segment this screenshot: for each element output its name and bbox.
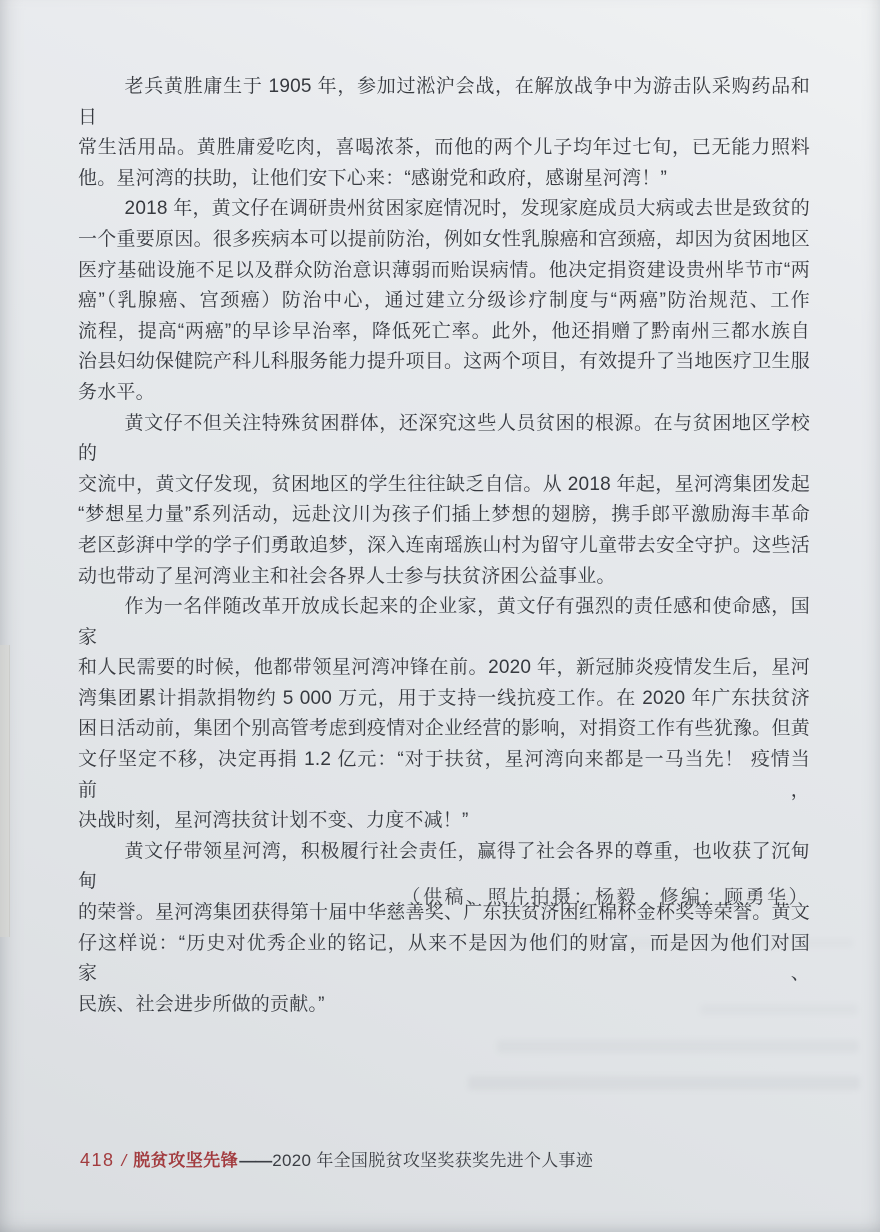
body-line: 2018 年，黄文仔在调研贵州贫困家庭情况时，发现家庭成员大病或去世是致贫的 bbox=[124, 198, 810, 220]
body-line: 交流中，黄文仔发现，贫困地区的学生往往缺乏自信。从 2018 年起，星河湾集团发起 bbox=[78, 473, 810, 495]
show-through-texture bbox=[468, 1076, 860, 1090]
footer-subtitle: 2020 年全国脱贫攻坚奖获奖先进个人事迹 bbox=[272, 1151, 594, 1170]
footer bbox=[80, 1146, 593, 1171]
series-title: 脱贫攻坚先锋 bbox=[133, 1151, 239, 1170]
body-line: 的荣誉。星河湾集团获得第十届中华慈善奖、广东扶贫济困红棉杯金杯奖等荣誉。黄文 bbox=[78, 902, 810, 924]
footer-separator: / bbox=[121, 1151, 127, 1170]
body-text bbox=[78, 72, 810, 1020]
body-line: 癌”（乳腺癌、宫颈癌）防治中心，通过建立分级诊疗制度与“两癌”防治规范、工作 bbox=[78, 290, 810, 312]
footer-dash: —— bbox=[239, 1151, 272, 1170]
body-line: 文仔坚定不移，决定再捐 1.2 亿元：“对于扶贫，星河湾向来都是一马当先！ 疫情当前， bbox=[78, 749, 810, 801]
body-line: 老兵黄胜庸生于 1905 年，参加过淞沪会战，在解放战争中为游击队采购药品和日 bbox=[78, 76, 810, 128]
show-through-texture bbox=[700, 1004, 858, 1015]
body-line: 决战时刻，星河湾扶贫计划不变、力度不减！” bbox=[78, 810, 469, 832]
body-line: “梦想星力量”系列活动，远赴汶川为孩子们插上梦想的翅膀，携手郎平激励海丰革命 bbox=[78, 504, 810, 526]
body-line: 民族、社会进步所做的贡献。” bbox=[78, 993, 325, 1015]
body-line: 务水平。 bbox=[78, 381, 155, 403]
body-line: 作为一名伴随改革开放成长起来的企业家，黄文仔有强烈的责任感和使命感，国家 bbox=[78, 596, 810, 648]
show-through-texture bbox=[497, 1040, 859, 1053]
body-line: 治县妇幼保健院产科儿科服务能力提升项目。这两个项目，有效提升了当地医疗卫生服 bbox=[78, 351, 810, 373]
body-line: 黄文仔不但关注特殊贫困群体，还深究这些人员贫困的根源。在与贫困地区学校的 bbox=[78, 412, 810, 465]
body-line: 动也带动了星河湾业主和社会各界人士参与扶贫济困公益事业。 bbox=[78, 565, 616, 587]
body-line: 湾集团累计捐款捐物约 5 000 万元，用于支持一线抗疫工作。在 2020 年广东扶贫济 bbox=[78, 687, 810, 709]
body-line: 一个重要原因。很多疾病本可以提前防治，例如女性乳腺癌和宫颈癌，却因为贫困地区 bbox=[78, 228, 810, 250]
body-line: 流程，提高“两癌”的早诊早治率，降低死亡率。此外，他还捐赠了黔南州三都水族自 bbox=[78, 320, 810, 342]
body-line: 困日活动前，集团个别高管考虑到疫情对企业经营的影响，对捐资工作有些犹豫。但黄 bbox=[78, 718, 810, 740]
body-line: 和人民需要的时候，他都带领星河湾冲锋在前。2020 年，新冠肺炎疫情发生后，星河 bbox=[78, 657, 810, 679]
body-line: 常生活用品。黄胜庸爱吃肉，喜喝浓茶，而他的两个儿子均年过七旬，已无能力照料 bbox=[78, 137, 810, 159]
body-line: 黄文仔带领星河湾，积极履行社会责任，赢得了社会各界的尊重，也收获了沉甸甸 bbox=[78, 840, 810, 893]
page-number: 418 bbox=[80, 1150, 115, 1170]
body-line: 医疗基础设施不足以及群众防治意识薄弱而贻误病情。他决定捐资建设贵州毕节市“两 bbox=[78, 259, 810, 281]
show-through-texture bbox=[604, 938, 854, 948]
body-line: 仔这样说：“历史对优秀企业的铭记，从来不是因为他们的财富，而是因为他们对国家、 bbox=[78, 932, 810, 985]
attribution-line: （供稿、照片拍摄：杨毅 修编：顾勇华） bbox=[401, 887, 810, 908]
page-edge-shadow bbox=[0, 645, 10, 937]
body-line: 他。星河湾的扶助，让他们安下心来：“感谢党和政府，感谢星河湾！” bbox=[78, 167, 668, 189]
body-line: 老区彭湃中学的学子们勇敢追梦，深入连南瑶族山村为留守儿童带去安全守护。这些活 bbox=[78, 534, 810, 556]
